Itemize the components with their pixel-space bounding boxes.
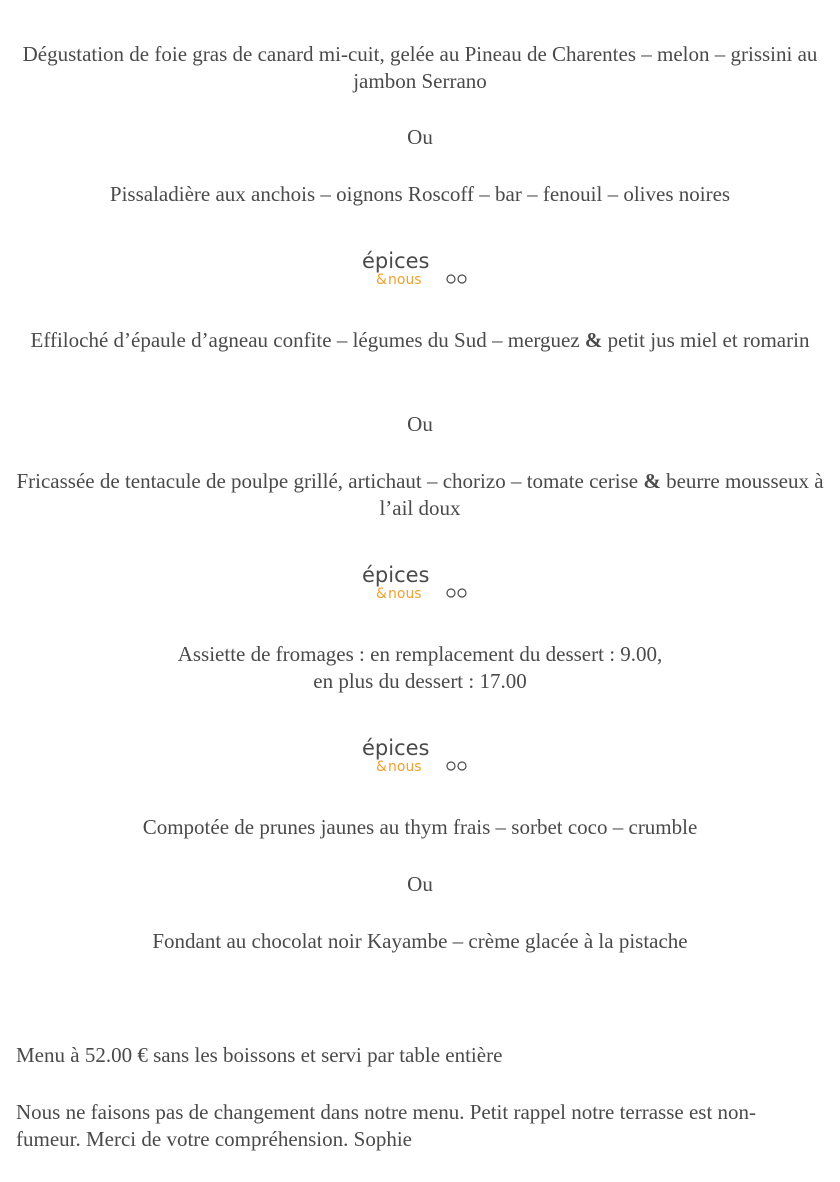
starter-dish-1: Dégustation de foie gras de canard mi-cuit, gelée au Pineau de Charentes – melon – grissini au jambon Serrano [22, 42, 818, 93]
main-dish-1-text-b: petit jus miel et romarin [602, 328, 810, 352]
logo-amp: & [376, 759, 387, 773]
logo-top-text: épices [362, 563, 430, 587]
logo-amp: & [376, 586, 387, 600]
epices-nous-logo [362, 246, 472, 286]
dessert-dish-1: Compotée de prunes jaunes au thym frais – sorbet coco – crumble [142, 815, 698, 839]
cheese-line-1: Assiette de fromages : en remplacement du dessert : 9.00, [177, 642, 663, 666]
price-note: Menu à 52.00 € sans les boissons et servi par table entière [16, 1043, 503, 1067]
logo-bottom-text: nous [388, 586, 422, 600]
starter-or: Ou [407, 125, 433, 149]
logo-amp: & [376, 272, 387, 286]
main-dish-2-text-b: beurre mousseux à l’ail doux [379, 469, 824, 520]
logo-bottom-text: nous [388, 272, 422, 286]
logo-bottom-text: nous [388, 759, 422, 773]
main-or: Ou [407, 412, 433, 436]
cheese-line-2: en plus du dessert : 17.00 [313, 669, 527, 693]
main-dish-2-text-a: Fricassée de tentacule de poulpe grillé, artichaut – chorizo – tomate cerise [16, 469, 644, 493]
main-dish-1-text-a: Effiloché d’épaule d’agneau confite – légumes du Sud – merguez [30, 328, 585, 352]
epices-nous-logo [362, 560, 472, 600]
dessert-dish-2: Fondant au chocolat noir Kayambe – crème glacée à la pistache [152, 929, 688, 953]
dessert-or: Ou [407, 872, 433, 896]
starter-dish-2: Pissaladière aux anchois – oignons Roscoff – bar – fenouil – olives noires [109, 182, 731, 206]
logo-top-text: épices [362, 249, 430, 273]
main-dish-1 [10, 327, 830, 354]
main-dish-1-amp: & [584, 328, 603, 352]
main-dish-2-amp: & [643, 469, 661, 493]
logo-top-text: épices [362, 736, 430, 760]
closing-message: Nous ne faisons pas de changement dans notre menu. Petit rappel notre terrasse est non-fumeur. Merci de votre compréhension. Sophie [16, 1100, 757, 1151]
main-dish-2 [10, 468, 830, 522]
epices-nous-logo [362, 733, 472, 773]
